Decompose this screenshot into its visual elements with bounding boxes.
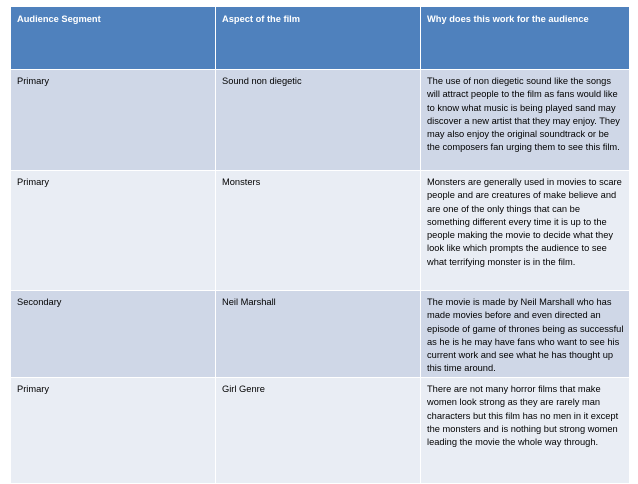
cell-segment: Secondary <box>11 291 216 378</box>
cell-aspect: Monsters <box>216 171 421 291</box>
cell-reason: Monsters are generally used in movies to scare people and are creatures of make believe and are one of the only things that can be something different every time it is up to the people making the movie to decide what they look like which prompts the audience to see what terrifying monster is in the film. <box>421 171 630 291</box>
table-row <box>11 70 630 171</box>
cell-reason: The movie is made by Neil Marshall who has made movies before and even directed an episode of game of thrones being as successful as he is he may have fans who want to see his current work and see what he has thought up this time around. <box>421 291 630 378</box>
cell-segment: Primary <box>11 378 216 484</box>
table-row <box>11 378 630 484</box>
cell-aspect: Girl Genre <box>216 378 421 484</box>
cell-aspect: Neil Marshall <box>216 291 421 378</box>
cell-segment: Primary <box>11 171 216 291</box>
cell-segment: Primary <box>11 70 216 171</box>
table-row <box>11 291 630 378</box>
header-why-it-works: Why does this work for the audience <box>421 7 630 70</box>
table-row <box>11 171 630 291</box>
cell-aspect: Sound non diegetic <box>216 70 421 171</box>
header-aspect-of-film: Aspect of the film <box>216 7 421 70</box>
header-audience-segment: Audience Segment <box>11 7 216 70</box>
cell-reason: There are not many horror films that make women look strong as they are rarely man characters but this film has no men in it except the monsters and is nothing but strong women leading the movie the whole way through. <box>421 378 630 484</box>
cell-reason: The use of non diegetic sound like the songs will attract people to the film as fans would like to know what music is being played sand may discover a new artist that they may enjoy. They may also enjoy the original soundtrack or be the composers fan urging them to see this film. <box>421 70 630 171</box>
audience-table <box>10 6 630 484</box>
table-header-row <box>11 7 630 70</box>
